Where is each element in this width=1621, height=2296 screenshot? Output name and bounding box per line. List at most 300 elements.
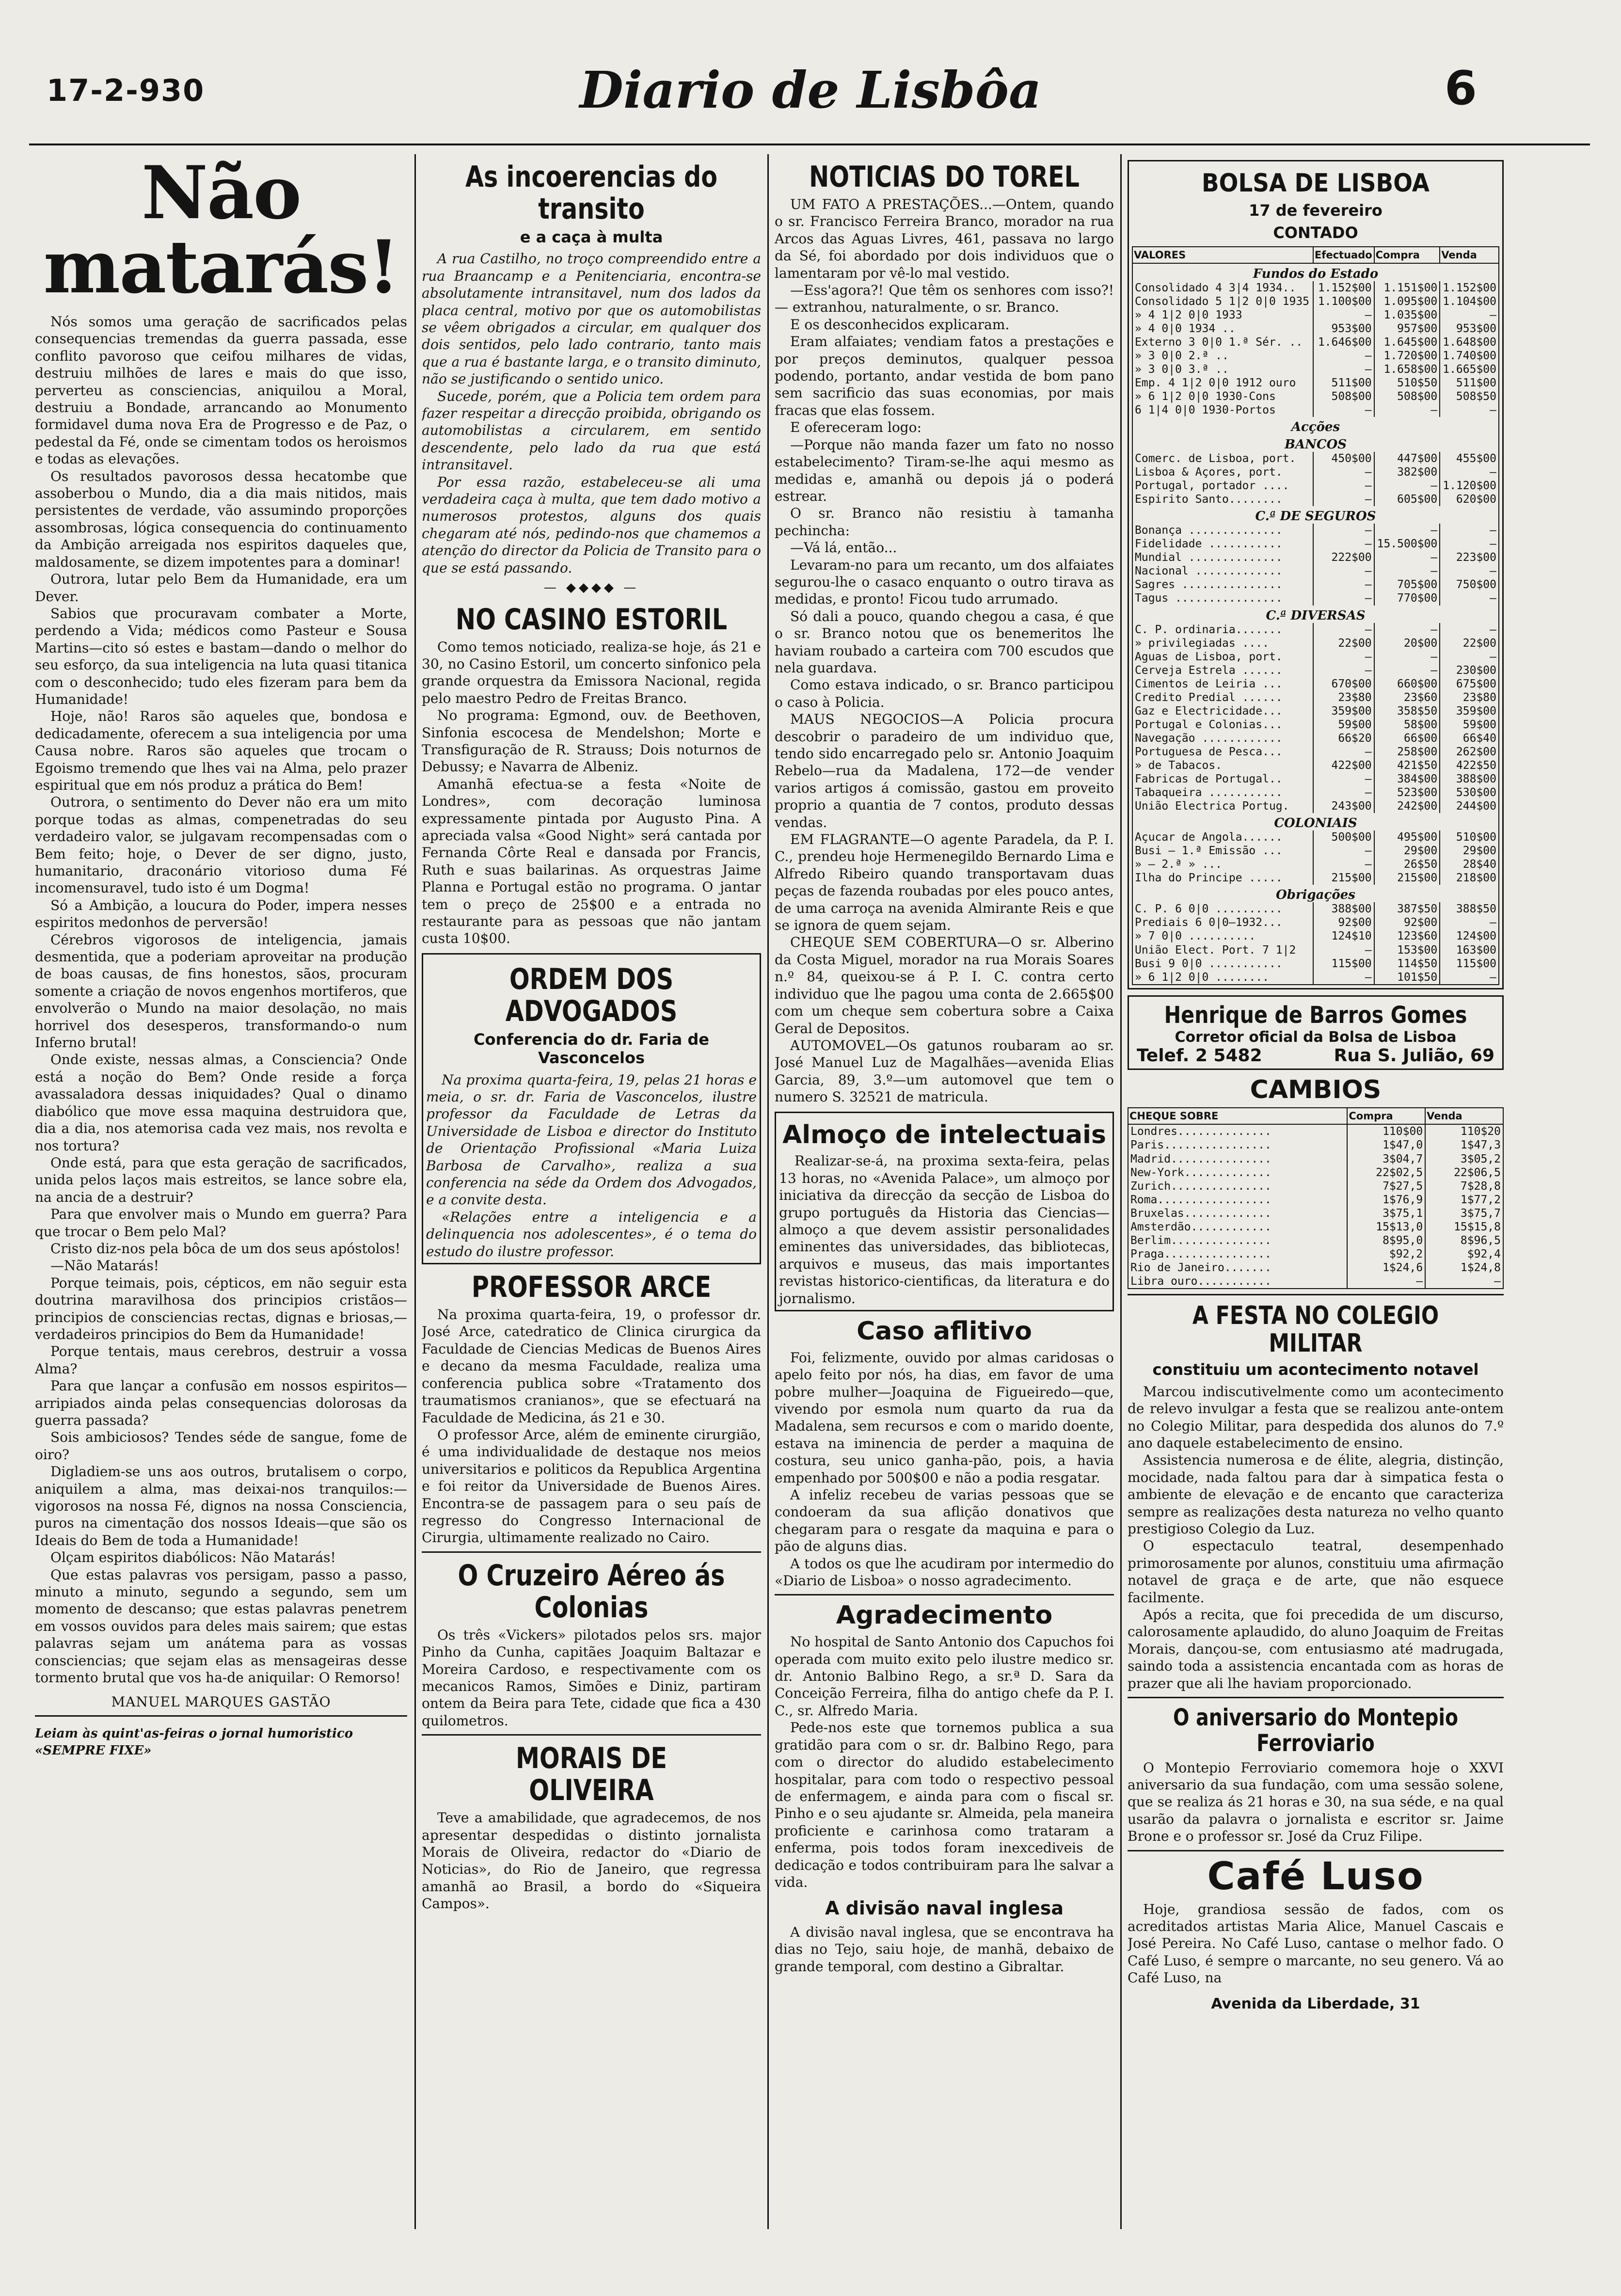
price-buy: 20$00	[1374, 637, 1440, 650]
table-group-row	[1132, 263, 1499, 281]
headline-montepio: O aniversario do Montepio Ferroviario	[1173, 1704, 1458, 1757]
table-group-row	[1132, 417, 1499, 434]
table-row	[1128, 1234, 1503, 1247]
price-sell: 23$80	[1440, 691, 1499, 704]
price-executed: 23$80	[1313, 691, 1374, 704]
header-efectuado: Efectuado	[1313, 247, 1374, 263]
headline-cruzeiro: O Cruzeiro Aéreo ás Colonias	[458, 1558, 725, 1625]
header-compra: Compra	[1374, 247, 1440, 263]
price-sell: 115$00	[1440, 957, 1499, 971]
rate-sell: 3$75,7	[1425, 1207, 1503, 1220]
issue-date: 17-2-930	[47, 73, 205, 108]
box-advogados	[422, 953, 761, 1264]
exchange-place: Paris................	[1128, 1138, 1347, 1152]
security-name: Gaz e Electricidade...	[1132, 704, 1313, 718]
price-buy: —	[1374, 403, 1440, 417]
page-number: 6	[1445, 61, 1477, 115]
group-label: Obrigações	[1132, 885, 1499, 902]
divider	[35, 1715, 407, 1717]
stock-table-header	[1132, 247, 1499, 263]
promo-note: Leiam às quint'as-feiras o jornal humoristico «SEMPRE FIXE»	[35, 1726, 353, 1758]
paragraph: Por essa razão, estabeleceu-se ali uma verdadeira caça à multa, que tem dado motivo a numerosos protestos, alguns dos quais chegaram até nós, pedindo-nos que chamemos a atenção do director da Policia de Transito para o que se está passando.	[422, 474, 761, 576]
price-executed: —	[1313, 591, 1374, 605]
price-buy: —	[1374, 564, 1440, 578]
table-row	[1132, 957, 1499, 971]
paragraph: Onde existe, nessas almas, a Consciencia? Onde está a noção do Bem? Onde reside a força avassaladora dessas iniquidades? Qual o dinamo diabólico que move essa maquina destruidora que, dia a dia, nos atemorisa cada vez mais, nos revolta e nos tortura?	[35, 1052, 407, 1154]
security-name: Sagres ...............	[1132, 578, 1313, 591]
subheadline-transito: e a caça à multa	[520, 228, 663, 246]
divider	[422, 1734, 761, 1736]
paragraph: Só a Ambição, a loucura do Poder, impera nesses espiritos medonhos de perversão!	[35, 897, 407, 931]
divider	[1128, 1294, 1504, 1295]
table-row	[1132, 349, 1499, 363]
price-sell: 620$00	[1440, 493, 1499, 506]
table-row	[1132, 830, 1499, 844]
price-executed: —	[1313, 349, 1374, 363]
price-executed: 508$00	[1313, 390, 1374, 403]
paragraph: E os desconhecidos explicaram.	[790, 316, 1010, 333]
security-name: Lisboa & Açores, port.	[1132, 465, 1313, 479]
paragraph: Como estava indicado, o sr. Branco participou o caso à Policia.	[775, 677, 1114, 710]
price-executed: —	[1313, 578, 1374, 591]
price-sell: 422$50	[1440, 759, 1499, 772]
table-row	[1132, 308, 1499, 322]
price-buy: 523$00	[1374, 786, 1440, 799]
table-row	[1128, 1261, 1503, 1275]
divider	[1128, 1697, 1504, 1698]
paragraph: CHEQUE SEM COBERTURA—O sr. Alberino da Costa Miguel, morador na rua Morais Soares n.º 84, queixou-se á P. I. C. contra certo individuo que lhe pagou uma conta de 2.665$00 com um cheque sem cobertura sobre a Caixa Geral de Depositos.	[775, 934, 1114, 1036]
table-row	[1132, 664, 1499, 677]
security-name: União Electrica Portug.	[1132, 799, 1313, 813]
price-buy: 508$00	[1374, 390, 1440, 403]
headline-transito: As incoerencias do transito	[465, 160, 718, 226]
paragraph: Assistencia numerosa e de élite, alegria, distinção, mocidade, nada faltou para dar à simpatica festa o ambiente de elevação e de encanto que caracteriza sempre as realizações desta natureza no velho quanto prestigioso Colegio da Luz.	[1128, 1452, 1504, 1537]
price-buy: —	[1374, 479, 1440, 493]
headline-bolsa: BOLSA DE LISBOA	[1202, 169, 1430, 198]
paragraph: Porque teimais, pois, cépticos, em não seguir esta doutrina maravilhosa dos principios cristãos—principios de consciencias rectas, dignas e briosas,—verdadeiros principios do Bem da Humanidade!	[35, 1275, 407, 1342]
price-executed: 1.646$00	[1313, 335, 1374, 349]
group-label: C.ª DIVERSAS	[1132, 606, 1499, 623]
rate-sell: 1$47,3	[1425, 1138, 1503, 1152]
paragraph: Sabios que procuravam combater a Morte, perdendo a Vida; médicos como Pasteur e Sousa Martins—cito só estes e bastam—dando o melhor do seu esforço, da sua inteligencia na luta quasi titanica com o desconhecido; tudo eles fizeram para bem da Humanidade!	[35, 605, 407, 707]
price-executed: —	[1313, 745, 1374, 759]
headline-cafe-luso: Café Luso	[1207, 1854, 1424, 1898]
price-executed: —	[1313, 465, 1374, 479]
price-sell: 28$40	[1440, 858, 1499, 871]
exchange-place: Zurich...............	[1128, 1180, 1347, 1193]
price-executed: —	[1313, 308, 1374, 322]
paragraph: Sois ambiciosos? Tendes séde de sangue, fome de oiro?	[35, 1429, 407, 1463]
article-body	[422, 250, 761, 576]
price-executed: 243$00	[1313, 799, 1374, 813]
paragraph: Pede-nos este que tornemos publica a sua gratidão para com o sr. dr. Balbino Rego, para com o director do aludido estabelecimento hospitalar, para com todo o respectivo pessoal de enfermagem, e ainda para com o fiscal sr. Pinho e o seu ajudante sr. Almeida, pela maneira proficiente e carinhosa como trataram a enferma, pois todos foram inexcediveis de dedicação e todos contribuiram para lhe salvar a vida.	[775, 1720, 1114, 1890]
table-row	[1132, 295, 1499, 308]
table-row	[1128, 1193, 1503, 1207]
table-row	[1132, 281, 1499, 295]
price-executed: —	[1313, 493, 1374, 506]
paragraph: E ofereceram logo:	[790, 419, 922, 436]
bolsa-date: 17 de fevereiro	[1249, 201, 1383, 220]
price-buy: 510$50	[1374, 376, 1440, 390]
price-executed: —	[1313, 479, 1374, 493]
box-bolsa	[1128, 160, 1504, 989]
group-label: BANCOS	[1132, 434, 1499, 452]
paragraph: Digladiem-se uns aos outros, brutalisem o corpo, aniquilem a alma, mas deixai-nos tranquilos:—vigorosos na nossa Fé, dignos na nossa Consciencia, puros na cimentação dos nossos Ideais—que são os Ideais do Bem de toda a Humanidade!	[35, 1464, 407, 1548]
price-buy: 114$50	[1374, 957, 1440, 971]
column-4	[1128, 154, 1504, 2268]
table-row	[1132, 403, 1499, 417]
security-name: Busi 9 0|0 ...........	[1132, 957, 1313, 971]
table-row	[1132, 704, 1499, 718]
rate-sell: $92,4	[1425, 1247, 1503, 1261]
rate-buy: 110$00	[1347, 1124, 1425, 1138]
rate-buy: 1$47,0	[1347, 1138, 1425, 1152]
price-executed: —	[1313, 623, 1374, 637]
table-row	[1128, 1275, 1503, 1289]
price-sell: 1.152$00	[1440, 281, 1499, 295]
header-venda: Venda	[1425, 1108, 1503, 1124]
price-sell: 1.104$00	[1440, 295, 1499, 308]
paragraph: O Montepio Ferroviario comemora hoje o XXVI aniversario da sua fundação, com uma sessão solene, que se realiza ás 21 horas e 30, na sua séde, e na qual usarão da palavra o jornalista e escritor sr. Jaime Brone e o professor sr. José da Cruz Filipe.	[1128, 1759, 1504, 1845]
article-body	[1128, 1383, 1504, 1692]
paragraph: A divisão naval inglesa, que se encontrava ha dias no Tejo, saiu hoje, de manhã, debaixo de grande temporal, com destino a Gibraltar.	[775, 1924, 1114, 1975]
rate-sell: 1$77,2	[1425, 1193, 1503, 1207]
article-body	[1128, 1759, 1504, 1845]
price-buy: 1.658$00	[1374, 363, 1440, 376]
price-executed: —	[1313, 844, 1374, 858]
paragraph: Hoje, não! Raros são aqueles que, bondosa e dedicadamente, oferecem a sua inteligencia por uma Causa nobre. Raros são aqueles que trocam o Egoismo tremendo que lhes vai na Alma, pelo prazer espiritual que em nós produz a prática do Bem!	[35, 708, 407, 793]
price-sell: 124$00	[1440, 929, 1499, 943]
group-label: Acções	[1132, 417, 1499, 434]
paragraph: Realizar-se-á, na proxima sexta-feira, pelas 13 horas, no «Avenida Palace», um almoço por iniciativa da direcção da secção de Lisboa do grupo português da Historia das Ciencias—almoço a que devem assistir personalidades eminentes das universidades, das bibliotecas, arquivos e museus, das mais importantes revistas historico-cientificas, da literatura e do jornalismo.	[779, 1153, 1110, 1307]
price-sell: 29$00	[1440, 844, 1499, 858]
rate-buy: 3$75,1	[1347, 1207, 1425, 1220]
table-row	[1132, 971, 1499, 985]
price-executed: 215$00	[1313, 871, 1374, 885]
price-sell: 455$00	[1440, 452, 1499, 465]
headline-cambios: CAMBIOS	[1250, 1075, 1382, 1104]
paragraph: «Relações entre a inteligencia e a delinquencia nos adolescentes», é o tema do estudo do ilustre professor.	[426, 1209, 757, 1260]
security-name: Cerveja Estrela ......	[1132, 664, 1313, 677]
paragraph: Outrora, o sentimento do Dever não era um mito porque todas as almas, compenetradas do seu verdadeiro valor, se julgavam recompensadas com o Bem feito; hoje, o Dever de ser digno, justo, humanitario, draconário vitorioso duma Fé incomensuravel, tudo isto é um Dogma!	[35, 794, 407, 896]
price-buy: 258$00	[1374, 745, 1440, 759]
rate-sell: —	[1425, 1275, 1503, 1289]
price-buy: —	[1374, 524, 1440, 537]
security-name: Consolidado 4 3|4 1934..	[1132, 281, 1313, 295]
price-executed: 450$00	[1313, 452, 1374, 465]
price-buy: 660$00	[1374, 677, 1440, 691]
security-name: Emp. 4 1|2 0|0 1912 ouro	[1132, 376, 1313, 390]
price-sell: —	[1440, 403, 1499, 417]
table-row	[1132, 591, 1499, 605]
security-name: Cimentos de Leiria ...	[1132, 677, 1313, 691]
table-row	[1132, 551, 1499, 564]
price-executed: 1.152$00	[1313, 281, 1374, 295]
price-sell: 953$00	[1440, 322, 1499, 335]
price-executed: 59$00	[1313, 718, 1374, 732]
price-sell: —	[1440, 623, 1499, 637]
table-row	[1132, 799, 1499, 813]
box-almoco	[775, 1112, 1114, 1311]
security-name: Externo 3 0|0 1.ª Sér. ..	[1132, 335, 1313, 349]
price-executed: —	[1313, 858, 1374, 871]
price-buy: 770$00	[1374, 591, 1440, 605]
price-sell: —	[1440, 650, 1499, 664]
rate-sell: 7$28,8	[1425, 1180, 1503, 1193]
paragraph: Olçam espiritos diabólicos: Não Matarás!	[50, 1549, 336, 1566]
group-label: COLONIAIS	[1132, 813, 1499, 830]
article-body	[775, 1924, 1114, 1975]
paragraph: A todos os que lhe acudiram por intermedio do «Diario de Lisboa» o nosso agradecimento.	[775, 1555, 1114, 1589]
table-row	[1132, 943, 1499, 957]
paragraph: Outrora, lutar pelo Bem da Humanidade, era um Dever.	[35, 571, 407, 605]
exchange-place: New-York.............	[1128, 1166, 1347, 1180]
header-venda: Venda	[1440, 247, 1499, 263]
price-executed: —	[1313, 971, 1374, 985]
price-sell: —	[1440, 465, 1499, 479]
newspaper-title: Diario de Lisbôa	[579, 60, 1042, 120]
paragraph: Na proxima quarta-feira, 19, pelas 21 horas e meia, o sr. dr. Faria de Vasconcelos, ilustre professor da Faculdade de Letras da Universidade de Lisboa e director do Instituto de Orientação Profissional «Maria Luiza Barbosa de Carvalho», realiza a sua conferencia na séde da Ordem dos Advogados, e a convite desta.	[426, 1071, 757, 1208]
exchange-table-header	[1128, 1108, 1503, 1124]
masthead	[0, 0, 1621, 145]
rate-buy: 1$76,9	[1347, 1193, 1425, 1207]
price-sell: 675$00	[1440, 677, 1499, 691]
table-group-row	[1132, 606, 1499, 623]
price-executed: —	[1313, 943, 1374, 957]
paragraph: Hoje, grandiosa sessão de fados, com os acreditados artistas Maria Alice, Manuel Cascais e José Pereira. No Café Luso, cantase o melhor fado. O Café Luso, é sempre o marcante, no seu genero. Vá ao Café Luso, na	[1128, 1901, 1504, 1986]
price-buy: 605$00	[1374, 493, 1440, 506]
price-executed: —	[1313, 650, 1374, 664]
price-sell: 66$40	[1440, 732, 1499, 745]
headline-advogados: ORDEM DOS ADVOGADOS	[505, 962, 678, 1028]
headline-torel: NOTICIAS DO TOREL	[809, 160, 1080, 194]
paragraph: Nós somos uma geração de sacrificados pelas consequencias tremendas da guerra passada, esse conflito pavoroso que ceifou milhares de vidas, destruiu milhões de lares e mais do que isso, perverteu as consciencias, aniquilou a Moral, destruiu a Bondade, arrancando ao Monumento formidavel duma nova Era de Progresso e de Paz, o pedestal da Fé, onde se cimentam todos os heroismos e todas as elevações.	[35, 314, 407, 467]
table-row	[1132, 902, 1499, 916]
table-row	[1132, 335, 1499, 349]
security-name: União Elect. Port. 7 1|2	[1132, 943, 1313, 957]
divider	[775, 1594, 1114, 1595]
paragraph: Marcou indiscutivelmente como um acontecimento de relevo invulgar a festa que se realizou ante-ontem no Colegio Militar, para despedida dos alunos do 7.º ano daquele estabelecimento de ensino.	[1128, 1383, 1504, 1451]
paragraph: Amanhã efectua-se a festa «Noite de Londres», com decoração luminosa expressamente pintada por Augusto Pina. A apreciada valsa «Good Night» será cantada por Fernanda Côrte Real e dansada por Francis, Ruth e suas bailarinas. As orquestras Jaime Planna e Portugal estão no programa. O jantar tem o preço de 25$00 e a entrada no restaurante para as pessoas que não jantam custa 10$00.	[422, 776, 761, 947]
exchange-place: Londres..............	[1128, 1124, 1347, 1138]
table-row	[1128, 1207, 1503, 1220]
security-name: Portugal e Colonias...	[1132, 718, 1313, 732]
security-name: Nacional .............	[1132, 564, 1313, 578]
table-row	[1132, 745, 1499, 759]
price-buy: 447$00	[1374, 452, 1440, 465]
headline-divisao-naval: A divisão naval inglesa	[825, 1897, 1064, 1919]
paragraph: Foi, felizmente, ouvido por almas caridosas o apelo feito por nós, ha dias, em favor de uma pobre mulher—Joaquina de Figueiredo—que, vivendo por esmola num quarto da rua da Madalena, sem recursos e com o marido doente, estava na iminencia de perder a maquina de costura, seu unico ganha-pão, pois, a havia empenhado por 500$00 e não a podia resgatar.	[775, 1349, 1114, 1486]
table-row	[1132, 493, 1499, 506]
price-executed: 388$00	[1313, 902, 1374, 916]
price-sell: 262$00	[1440, 745, 1499, 759]
table-row	[1132, 858, 1499, 871]
exchange-place: Rio de Janeiro.......	[1128, 1261, 1347, 1275]
table-row	[1128, 1220, 1503, 1234]
security-name: Busi — 1.ª Emissão ...	[1132, 844, 1313, 858]
security-name: » 6 1|2 0|0 1930-Cons	[1132, 390, 1313, 403]
price-buy: 215$00	[1374, 871, 1440, 885]
paragraph: Teve a amabilidade, que agradecemos, de nos apresentar despedidas o distinto jornalista Morais de Oliveira, redactor do «Diario de Noticias», do Rio de Janeiro, que regressa amanhã ao Brasil, a bordo do «Siqueira Campos».	[422, 1810, 761, 1912]
price-sell: 59$00	[1440, 718, 1499, 732]
table-row	[1128, 1124, 1503, 1138]
article-body	[775, 196, 1114, 1106]
rate-buy: 22$02,5	[1347, 1166, 1425, 1180]
price-executed: —	[1313, 524, 1374, 537]
broker-role: Corretor oficial da Bolsa de Lisboa	[1175, 1028, 1457, 1046]
price-executed: —	[1313, 403, 1374, 417]
headline-festa: A FESTA NO COLEGIO MILITAR	[1192, 1301, 1439, 1358]
table-row	[1132, 452, 1499, 465]
price-buy: 1.095$00	[1374, 295, 1440, 308]
cafe-address: Avenida da Liberdade, 31	[1211, 1995, 1420, 2012]
column-rule	[1120, 154, 1122, 2229]
paragraph: Que estas palavras vos persigam, passo a passo, minuto a minuto, segundo a segundo, sem um momento de descanso; que estas palavras penetrem em vossos ouvidos para deles mais sairem; que estas palavras sejam um anátema para as vossas consciencias; que sejam elas as mensageiras desse tormento brutal que vos ha-de aniquilar: O Remorso!	[35, 1566, 407, 1686]
group-label: C.ª DE SEGUROS	[1132, 506, 1499, 524]
price-executed: 92$00	[1313, 916, 1374, 929]
article-body	[422, 1809, 761, 1912]
price-executed: 124$10	[1313, 929, 1374, 943]
price-buy: 101$50	[1374, 971, 1440, 985]
table-row	[1132, 916, 1499, 929]
price-buy: 153$00	[1374, 943, 1440, 957]
article-body	[779, 1152, 1110, 1307]
security-name: » 7 0|0 ..........	[1132, 929, 1313, 943]
headline-agradecimento: Agradecimento	[836, 1601, 1053, 1630]
table-row	[1132, 390, 1499, 403]
price-executed: 115$00	[1313, 957, 1374, 971]
table-row	[1132, 650, 1499, 664]
paragraph: Cristo diz-nos pela bôca de um dos seus apóstolos!	[50, 1240, 401, 1257]
security-name: Tabaqueira ...........	[1132, 786, 1313, 799]
exchange-place: Berlim...............	[1128, 1234, 1347, 1247]
paragraph: EM FLAGRANTE—O agente Paradela, da P. I. C., prendeu hoje Hermenegildo Bernardo Lima e Alfredo Ribeiro quando transportavam duas peças de fazenda roubadas por eles pouco antes, de uma carroça na avenida Almirante Reis e que se ignora de quem sejam.	[775, 831, 1114, 934]
table-row	[1132, 465, 1499, 479]
price-sell: 530$00	[1440, 786, 1499, 799]
rate-buy: 8$95,0	[1347, 1234, 1425, 1247]
stock-table	[1132, 246, 1499, 985]
price-buy: 957$00	[1374, 322, 1440, 335]
article-body	[1128, 1901, 1504, 1987]
table-row	[1132, 322, 1499, 335]
price-sell: 388$00	[1440, 772, 1499, 786]
price-sell: —	[1440, 591, 1499, 605]
paragraph: Para que envolver mais o Mundo em guerra? Para que trocar o Bem pelo Mal?	[35, 1206, 407, 1240]
price-sell: 359$00	[1440, 704, 1499, 718]
price-executed: 22$00	[1313, 637, 1374, 650]
security-name: » 6 1|2 0|0 ........	[1132, 971, 1313, 985]
stock-table-body	[1132, 263, 1499, 985]
exchange-place: Madrid...............	[1128, 1152, 1347, 1166]
security-name: Tagus ................	[1132, 591, 1313, 605]
paragraph: Onde está, para que esta geração de sacrificados, unida pelos laços mais estreitos, se lance sobre ela, na ancia de a destruir?	[35, 1154, 407, 1205]
price-buy: 66$00	[1374, 732, 1440, 745]
headline-caso-aflitivo: Caso aflitivo	[857, 1316, 1032, 1346]
ornament-divider: — ◆◆◆◆ —	[543, 580, 639, 595]
price-executed: 500$00	[1313, 830, 1374, 844]
paragraph: O professor Arce, além de eminente cirurgião, é uma individualidade de destaque nos meios universitarios e politicos da Republica Argentina e foi reitor da Universidade de Buenos Aires. Encontra-se de passagem para o seu país de regresso do Congresso Internacional de Cirurgia, ultimamente realizado no Cairo.	[422, 1426, 761, 1546]
headline-nao-mataras: Não matarás!	[43, 154, 399, 310]
paragraph: A rua Castilho, no troço compreendido entre a rua Braancamp e a Penitenciaria, encontra-se absolutamente intransitavel, num dos lados da placa central, motivo por que os automobilistas se vêem obrigados a circular, em qualquer dos dois sentidos, pelo lado contrario, tanto mais que a rua é bastante larga, e o transito diminuto, não se justificando o sentido unico.	[422, 251, 761, 387]
security-name: Mundial ..............	[1132, 551, 1313, 564]
rate-sell: 15$15,8	[1425, 1220, 1503, 1234]
price-sell: —	[1440, 971, 1499, 985]
security-name: » 4 1|2 0|0 1933	[1132, 308, 1313, 322]
article-signature: MANUEL MARQUES GASTÃO	[111, 1693, 331, 1710]
price-executed: 953$00	[1313, 322, 1374, 335]
price-buy: 58$00	[1374, 718, 1440, 732]
rate-buy: 7$27,5	[1347, 1180, 1425, 1193]
price-sell: —	[1440, 524, 1499, 537]
table-row	[1128, 1138, 1503, 1152]
price-executed: 66$20	[1313, 732, 1374, 745]
price-sell: 244$00	[1440, 799, 1499, 813]
table-row	[1132, 363, 1499, 376]
headline-arce: PROFESSOR ARCE	[471, 1270, 712, 1305]
price-buy: 1.035$00	[1374, 308, 1440, 322]
paragraph: Eram alfaiates; vendiam fatos a prestações e por preços deminutos, qualquer pessoa podendo, portanto, andar vestida de bom pano sem sacrificio das suas economias, por mais fracas que elas fossem.	[775, 334, 1114, 418]
price-buy: 123$60	[1374, 929, 1440, 943]
table-row	[1132, 691, 1499, 704]
price-buy: 29$00	[1374, 844, 1440, 858]
exchange-place: Praga................	[1128, 1247, 1347, 1261]
security-name: » — 2.ª » ...	[1132, 858, 1313, 871]
security-name: Bonança ..............	[1132, 524, 1313, 537]
price-buy: 495$00	[1374, 830, 1440, 844]
rate-buy: 15$13,0	[1347, 1220, 1425, 1234]
paragraph: —Porque não manda fazer um fato no nosso estabelecimento? Tiram-se-lhe aqui mesmo as medidas e, amanhã ou depois já o poderá estrear.	[775, 436, 1114, 504]
subheadline-festa: constituiu um acontecimento notavel	[1152, 1360, 1479, 1379]
price-executed: —	[1313, 664, 1374, 677]
security-name: Consolidado 5 1|2 0|0 1935	[1132, 295, 1313, 308]
price-buy: 1.720$00	[1374, 349, 1440, 363]
table-row	[1132, 772, 1499, 786]
price-buy: 387$50	[1374, 902, 1440, 916]
price-sell: 750$00	[1440, 578, 1499, 591]
rate-sell: 3$05,2	[1425, 1152, 1503, 1166]
paragraph: Na proxima quarta-feira, 19, o professor dr. José Arce, catedratico de Clinica cirurgica da Faculdade de Ciencias Medicas de Buenos Aires e decano da mesma Faculdade, realiza uma conferencia publica sobre «Tratamento dos traumatismos cranianos», que se efectuará na Faculdade de Medicina, ás 21 e 30.	[422, 1307, 761, 1426]
security-name: Espirito Santo........	[1132, 493, 1313, 506]
headline-casino: NO CASINO ESTORIL	[455, 602, 728, 637]
rate-sell: 8$96,5	[1425, 1234, 1503, 1247]
price-buy: 384$00	[1374, 772, 1440, 786]
table-row	[1132, 929, 1499, 943]
paragraph: Os três «Vickers» pilotados pelos srs. major Pinho da Cunha, capitães Joaquim Baltazar e Moreira Cardoso, e respectivamente com os mecanicos Ramos, Simões e Diniz, partiram ontem da Beira para Tete, cidade que fica a 430 quilometros.	[422, 1626, 761, 1729]
price-buy: 705$00	[1374, 578, 1440, 591]
table-row	[1132, 637, 1499, 650]
price-executed: —	[1313, 537, 1374, 551]
price-executed: 222$00	[1313, 551, 1374, 564]
security-name: Navegação ............	[1132, 732, 1313, 745]
broker-contact	[1132, 1046, 1499, 1066]
table-group-row	[1132, 813, 1499, 830]
security-name: 6 1|4 0|0 1930-Portos	[1132, 403, 1313, 417]
security-name: Comerc. de Lisboa, port.	[1132, 452, 1313, 465]
price-buy: 242$00	[1374, 799, 1440, 813]
security-name: » 4 0|0 1934 ..	[1132, 322, 1313, 335]
table-row	[1132, 718, 1499, 732]
security-name: C. P. 6 0|0 ..........	[1132, 902, 1313, 916]
price-buy: —	[1374, 623, 1440, 637]
table-row	[1132, 871, 1499, 885]
security-name: Fabricas de Portugal..	[1132, 772, 1313, 786]
table-row	[1128, 1247, 1503, 1261]
paragraph: Levaram-no para um recanto, um dos alfaiates segurou-lhe o casaco enquanto o outro tirava as medidas, e pronto! Ficou tudo arrumado.	[775, 557, 1114, 607]
column-rule	[767, 154, 769, 2229]
security-name: Portugal, portador ....	[1132, 479, 1313, 493]
table-row	[1128, 1180, 1503, 1193]
exchange-table	[1128, 1107, 1504, 1289]
